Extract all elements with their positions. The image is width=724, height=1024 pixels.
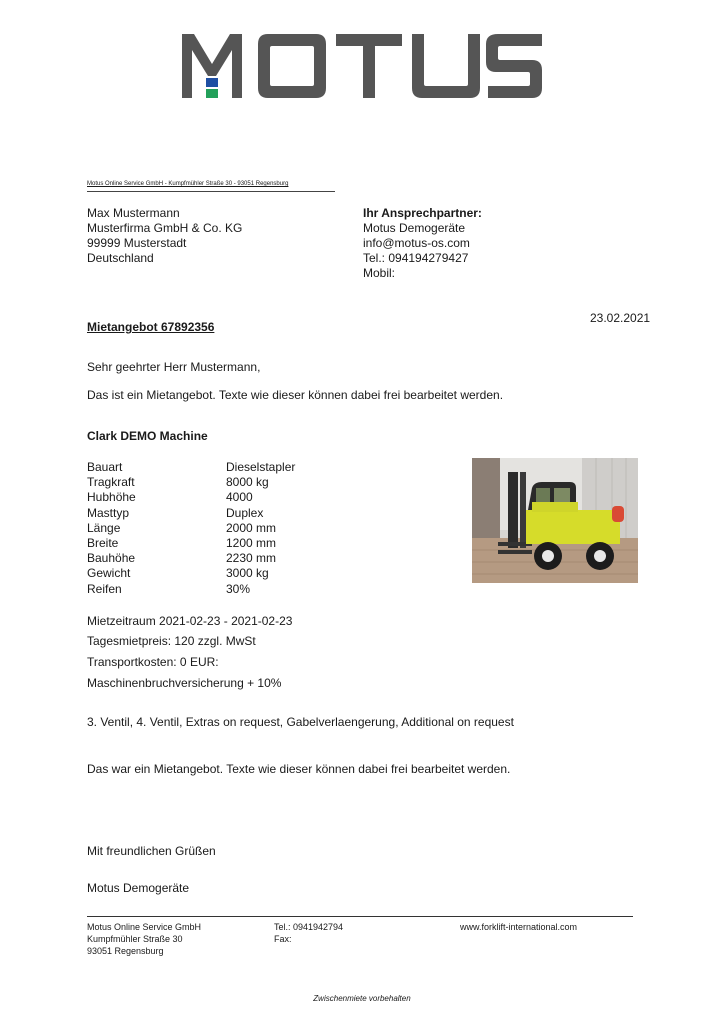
- spec-row: [87, 521, 295, 536]
- spec-label: Tragkraft: [87, 475, 135, 490]
- contact-person-block: [363, 206, 482, 281]
- footer-website[interactable]: www.forklift-international.com: [460, 922, 578, 932]
- outro-text: Das war ein Mietangebot. Texte wie dieser können dabei frei bearbeitet werden.: [87, 762, 511, 776]
- rental-period: Mietzeitraum 2021-02-23 - 2021-02-23: [87, 614, 293, 628]
- logo-letter-s: [486, 34, 542, 98]
- document-date: 23.02.2021: [590, 311, 651, 325]
- recipient-address: [87, 206, 242, 266]
- spec-label: Bauhöhe: [87, 551, 136, 566]
- contact-name: Motus Demogeräte: [363, 221, 466, 235]
- insurance: Maschinenbruchversicherung + 10%: [87, 676, 282, 690]
- footer-address: [87, 921, 201, 957]
- spec-row: [87, 551, 295, 566]
- spec-row: [87, 582, 295, 597]
- disclaimer: Zwischenmiete vorbehalten: [313, 994, 411, 1003]
- footer-tel: Tel.: 0941942794: [274, 922, 344, 932]
- footer-divider: [87, 916, 633, 917]
- logo-letter-u: [412, 34, 480, 98]
- spec-label: Länge: [87, 520, 121, 535]
- spec-value: 4000: [226, 490, 253, 505]
- footer-company: Motus Online Service GmbH: [87, 922, 202, 932]
- spec-value: 8000 kg: [226, 475, 269, 490]
- closing-greeting: Mit freundlichen Grüßen: [87, 844, 216, 858]
- spec-value: 30%: [226, 581, 251, 596]
- contact-phone: Tel.: 094194279427: [363, 251, 469, 265]
- logo-text: MOTUS: [180, 30, 184, 31]
- spec-row: [87, 460, 295, 475]
- recipient-company: Musterfirma GmbH & Co. KG: [87, 221, 243, 235]
- footer-street: Kumpfmühler Straße 30: [87, 934, 183, 944]
- sender-address-line: Motus Online Service GmbH - Kumpfmühler Straße 30 - 93051 Regensburg: [87, 181, 289, 187]
- intro-text: Das ist ein Mietangebot. Texte wie dieser können dabei frei bearbeitet werden.: [87, 388, 504, 402]
- logo-letter-o: [258, 34, 326, 98]
- footer-contact: [274, 921, 343, 945]
- extras-list: 3. Ventil, 4. Ventil, Extras on request, Gabelverlaengerung, Additional on request: [87, 715, 514, 729]
- spec-value: 3000 kg: [226, 566, 269, 581]
- spec-row: [87, 475, 295, 490]
- logo-dot-blue: [206, 78, 218, 87]
- salutation: Sehr geehrter Herr Mustermann,: [87, 360, 261, 374]
- spec-value: 2230 mm: [226, 551, 277, 566]
- logo-letter-t: [336, 34, 402, 98]
- spec-label: Masttyp: [87, 505, 130, 520]
- spec-value: Dieselstapler: [226, 460, 296, 474]
- spec-row: [87, 490, 295, 505]
- spec-label: Bauart: [87, 460, 123, 474]
- spec-label: Hubhöhe: [87, 490, 136, 505]
- spec-value: 1200 mm: [226, 535, 277, 550]
- recipient-city: 99999 Musterstadt: [87, 236, 187, 250]
- spec-row: [87, 566, 295, 581]
- spec-table: [87, 460, 295, 597]
- contact-heading: Ihr Ansprechpartner:: [363, 206, 482, 220]
- spec-value: Duplex: [226, 505, 264, 520]
- spec-row: [87, 536, 295, 551]
- spec-value: 2000 mm: [226, 520, 277, 535]
- recipient-country: Deutschland: [87, 251, 154, 265]
- recipient-name: Max Mustermann: [87, 206, 180, 220]
- signature: Motus Demogeräte: [87, 881, 190, 895]
- footer-fax: Fax:: [274, 934, 292, 944]
- footer-city: 93051 Regensburg: [87, 946, 164, 956]
- machine-title: Clark DEMO Machine: [87, 429, 208, 443]
- spec-label: Gewicht: [87, 566, 131, 581]
- transport-costs: Transportkosten: 0 EUR:: [87, 655, 219, 669]
- logo-dot-green: [206, 89, 218, 98]
- spec-label: Breite: [87, 535, 119, 550]
- sender-divider: [87, 191, 335, 192]
- forklift-photo: [472, 458, 638, 583]
- daily-rate: Tagesmietpreis: 120 zzgl. MwSt: [87, 634, 256, 648]
- logo-letter-m: [182, 34, 242, 98]
- spec-label: Reifen: [87, 581, 122, 596]
- contact-email[interactable]: info@motus-os.com: [363, 236, 470, 250]
- contact-mobile: Mobil:: [363, 266, 396, 280]
- spec-row: [87, 506, 295, 521]
- motus-logo: [180, 30, 544, 100]
- offer-subject: Mietangebot 67892356: [87, 320, 215, 334]
